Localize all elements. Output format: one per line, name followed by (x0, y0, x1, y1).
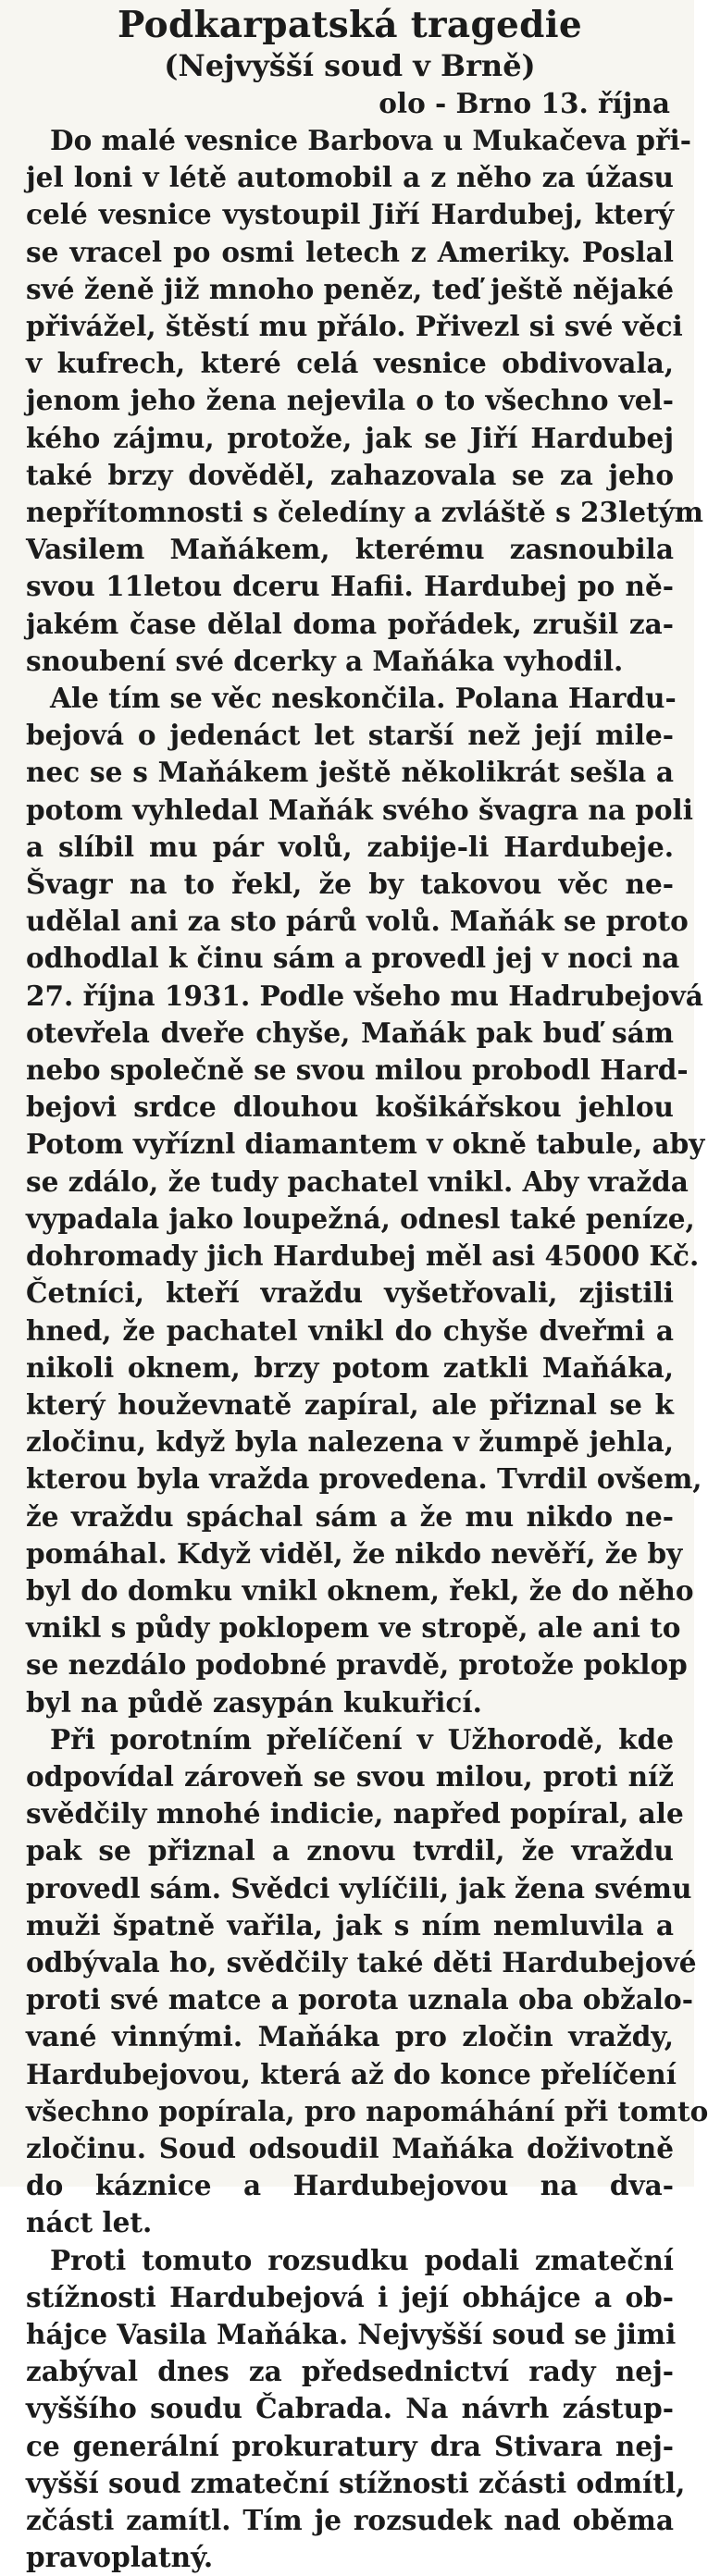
text-line: a slíbil mu pár volů, zabije-li Hardubeje. (26, 830, 674, 863)
text-line: bejovi srdce dlouhou košikářskou jehlou (26, 1091, 674, 1124)
text-line: vyšší soud zmateční stížnosti zčásti odmítl, (26, 2466, 686, 2499)
text-line: se zdálo, že tudy pachatel vnikl. Aby vražda (26, 1165, 689, 1198)
text-line: byl do domku vnikl oknem, řekl, že do něho (26, 1573, 694, 1607)
text-line: vyššího soudu Čabrada. Na návrh zástup- (26, 2392, 674, 2425)
text-line: jel loni v létě automobil a z něho za úžasu (26, 161, 674, 194)
text-line: Četníci, kteří vraždu vyšetřovali, zjistili (26, 1276, 674, 1310)
text-line: pomáhal. Když viděl, že nikdo nevěří, že by (26, 1536, 683, 1570)
paragraph-3 (26, 1721, 708, 2242)
text-line: kého zájmu, protože, jak se Jiří Hardubej (26, 421, 674, 454)
text-line: odhodlal k činu sám a provedl jej v noci na (26, 942, 680, 975)
text-line: muži špatně vařila, jak s ním nemluvila a (26, 1908, 674, 1941)
text-line: svou 11letou dceru Hafii. Hardubej po ně- (26, 570, 674, 603)
text-line: Vasilem Maňákem, kterému zasnoubila (26, 533, 674, 566)
text-line: bejová o jedenáct let starší než její mile- (26, 719, 674, 752)
text-line: proti své matce a porota uznala oba obžalo- (26, 1983, 693, 2016)
text-line: snoubení své dcerky a Maňáka vyhodil. (26, 644, 624, 677)
text-line: se nezdálo podobné pravdě, protože poklop (26, 1648, 688, 1682)
text-line: ce generální prokuratury dra Stivara nej- (26, 2429, 674, 2462)
text-line: 27. října 1931. Podle všeho mu Hadrubejová (26, 979, 703, 1012)
text-line: odpovídal zároveň se svou milou, proti níž (26, 1759, 674, 1793)
text-line: udělal ani za sto párů volů. Maňák se proto (26, 905, 689, 938)
headline: Podkarpatská tragedie (118, 4, 582, 46)
text-line: nec se s Maňákem ještě několikrát sešla a (26, 756, 674, 789)
paragraph-4 (26, 2242, 686, 2576)
text-line: nikoli oknem, brzy potom zatkli Maňáka, (26, 1350, 674, 1384)
text-line: do káznice a Hardubejovou na dva- (26, 2169, 674, 2202)
text-line: pak se přiznal a znovu tvrdil, že vraždu (26, 1834, 674, 1867)
text-line: hned, že pachatel vnikl do chyše dveřmi a (26, 1313, 674, 1347)
text-line: jenom jeho žena nejevila o to všechno vel- (26, 384, 674, 417)
text-line: Hardubejovou, která až do konce přelíčení (26, 2057, 677, 2090)
text-line: celé vesnice vystoupil Jiří Hardubej, který (26, 198, 674, 231)
article-body (26, 122, 708, 2576)
text-line: provedl sám. Svědci vylíčili, jak žena svému (26, 1871, 692, 1904)
text-line: odbývala ho, svědčily také děti Hardubejové (26, 1945, 697, 1978)
article (26, 4, 708, 2576)
text-line: zčásti zamítl. Tím je rozsudek nad oběma (26, 2504, 674, 2536)
text-line: zabýval dnes za předsednictví rady nej- (26, 2355, 674, 2388)
text-line: náct let. (26, 2206, 153, 2239)
text-line: otevřela dveře chyše, Maňák pak buď sám (26, 1016, 674, 1049)
text-line: hájce Vasila Maňáka. Nejvyšší soud se jimi (26, 2317, 677, 2350)
text-line: všechno popírala, pro napomáhání při tomto (26, 2094, 708, 2127)
text-line: zločinu. Soud odsoudil Maňáka doživotně (26, 2131, 674, 2164)
text-line: potom vyhledal Maňák svého švagra na poli (26, 793, 693, 826)
text-line: vnikl s půdy poklopem ve stropě, ale ani to (26, 1611, 681, 1645)
text-line: se vracel po osmi letech z Ameriky. Poslal (26, 235, 674, 268)
text-line: v kufrech, které celá vesnice obdivovala, (26, 347, 674, 380)
dateline: olo - Brno 13. října (379, 87, 670, 119)
text-line: nepřítomnosti s čeledíny a zvláště s 23letým (26, 496, 703, 529)
text-line: kterou byla vražda provedena. Tvrdil ovšem, (26, 1462, 702, 1496)
text-line: své ženě již mnoho peněz, teď ještě nějaké (26, 272, 674, 305)
text-line: Proti tomuto rozsudku podali zmateční (50, 2243, 674, 2276)
text-line: také brzy dověděl, zahazovala se za jeho (26, 458, 674, 491)
paragraph-1 (26, 122, 703, 680)
subheadline: (Nejvyšší soud v Brně) (164, 48, 536, 83)
text-line: stížnosti Hardubejová i její obhájce a ob- (26, 2280, 674, 2313)
text-line: svědčily mnohé indicie, napřed popíral, ale (26, 1797, 684, 1830)
text-line: nebo společně se svou milou probodl Hard- (26, 1054, 689, 1087)
text-line: přivážel, štěstí mu přálo. Přivezl si své věci (26, 310, 683, 343)
text-line: Ale tím se věc neskončila. Polana Hardu- (50, 682, 677, 715)
text-line: že vraždu spáchal sám a že mu nikdo ne- (26, 1499, 674, 1533)
text-line: vané vinnými. Maňáka pro zločin vraždy, (26, 2020, 674, 2053)
text-line: Potom vyříznl diamantem v okně tabule, aby (26, 1128, 705, 1161)
text-line: jakém čase dělal doma pořádek, zrušil za- (26, 607, 674, 640)
text-line: zločinu, když byla nalezena v žumpě jehla, (26, 1425, 674, 1459)
text-line: Při porotním přelíčení v Užhorodě, kde (50, 1722, 674, 1756)
text-line: vypadala jako loupežná, odnesl také peníze, (26, 1202, 695, 1235)
text-line: Do malé vesnice Barbova u Mukačeva při- (50, 124, 691, 156)
paragraph-2 (26, 680, 705, 1721)
text-line: pravoplatný. (26, 2541, 214, 2574)
text-line: dohromady jich Hardubej měl asi 45000 Kč. (26, 1239, 700, 1273)
text-line: Švagr na to řekl, že by takovou věc ne- (26, 868, 674, 901)
text-line: který houževnatě zapíral, ale přiznal se k (26, 1387, 674, 1421)
text-line: byl na půdě zasypán kukuřicí. (26, 1685, 482, 1719)
